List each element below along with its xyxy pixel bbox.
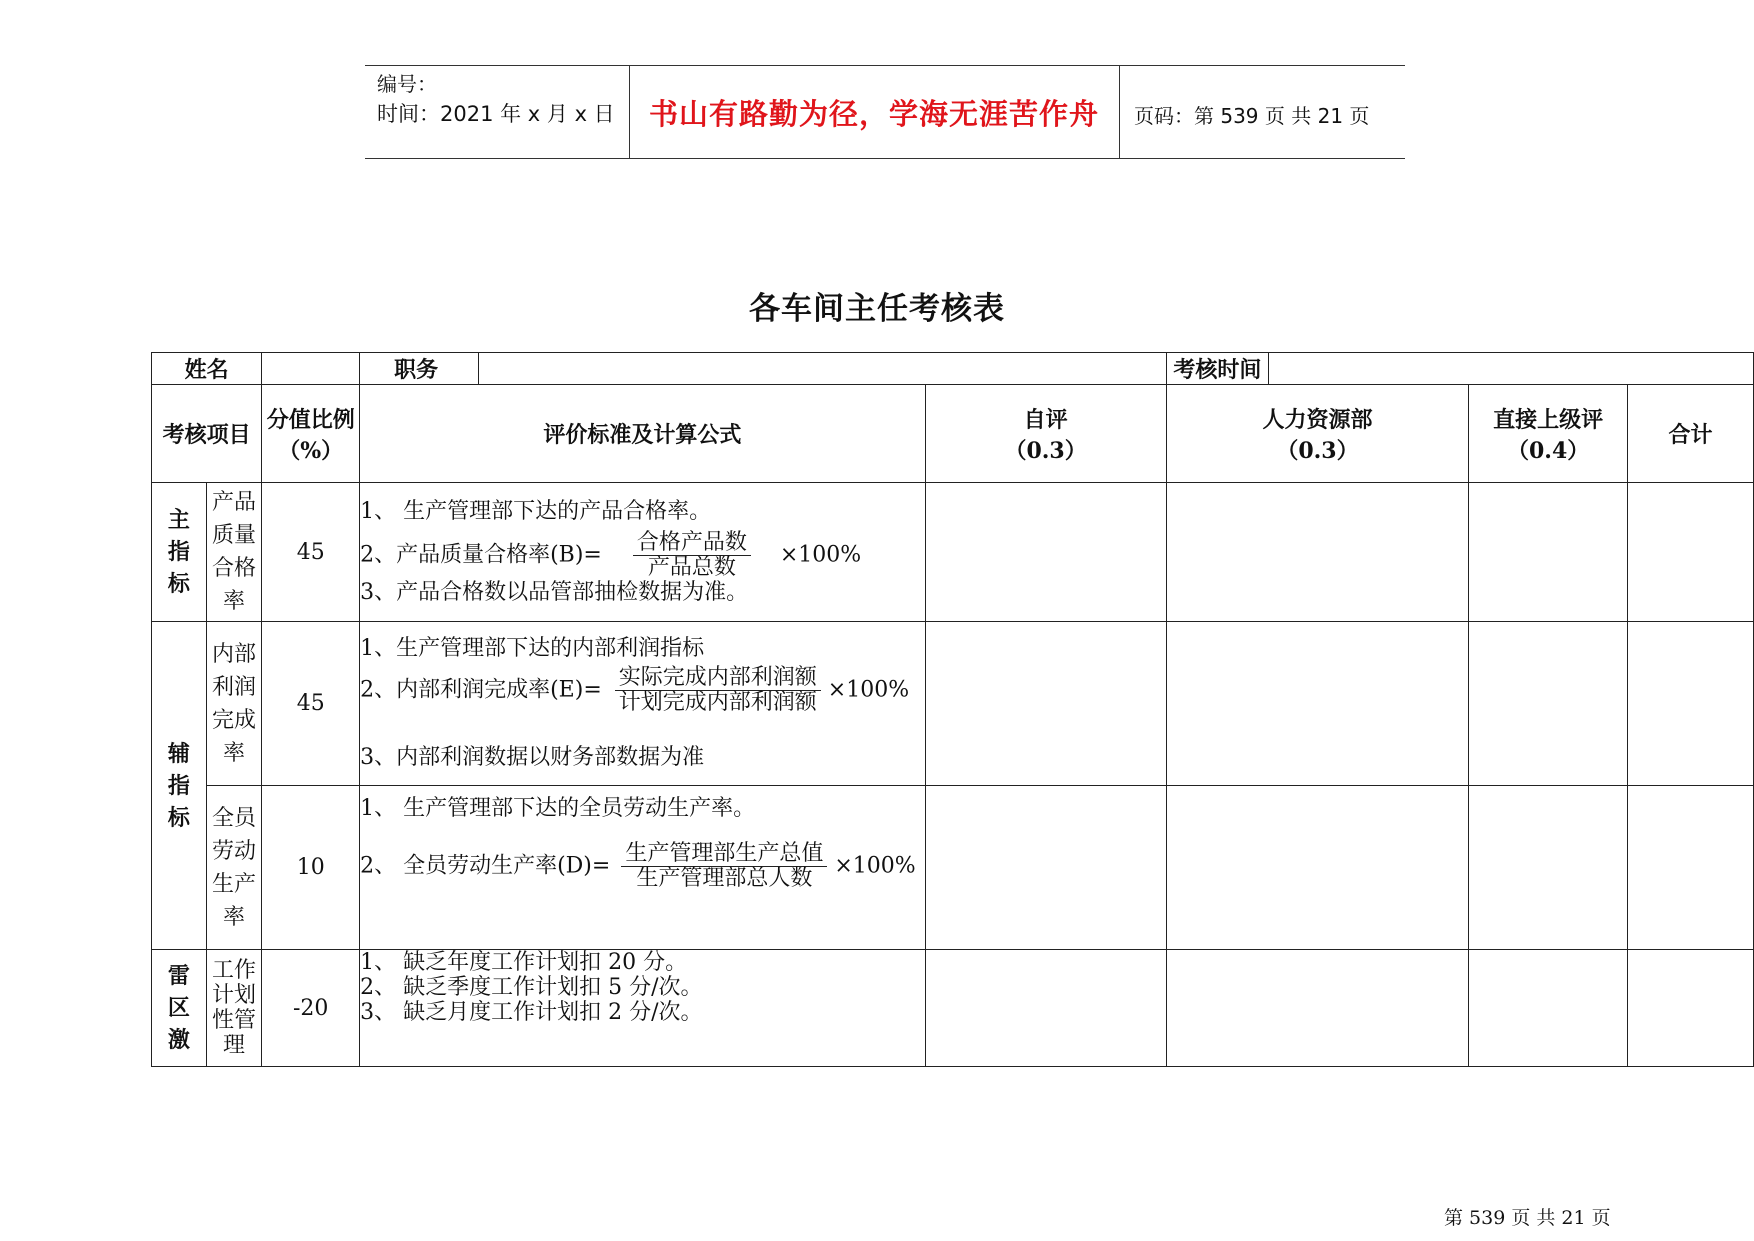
item-weight: 45 bbox=[262, 483, 360, 622]
self-score-cell[interactable] bbox=[925, 950, 1166, 1067]
criteria-line-2 bbox=[360, 842, 925, 891]
hr-score-cell[interactable] bbox=[1166, 786, 1469, 950]
col-weight-header bbox=[262, 385, 360, 483]
formula-multiplier: ×100% bbox=[779, 542, 862, 567]
criteria-cell bbox=[360, 483, 926, 622]
header-top-rule bbox=[365, 65, 1405, 66]
column-header-row bbox=[152, 385, 1754, 483]
motto: 书山有路勤为径，学海无涯苦作舟 bbox=[648, 97, 1099, 131]
criteria-cell bbox=[360, 786, 926, 950]
group-penalty-label: 雷 区 激 bbox=[152, 950, 207, 1067]
table-row bbox=[152, 483, 1754, 622]
name-field[interactable] bbox=[262, 353, 360, 385]
hr-score-cell[interactable] bbox=[1166, 622, 1469, 786]
criteria-line-1: 1、 生产管理部下达的产品合格率。 bbox=[360, 498, 712, 524]
group-aux-label: 辅 指 标 bbox=[152, 622, 207, 950]
col-criteria-header: 评价标准及计算公式 bbox=[360, 385, 926, 483]
formula-label: 2、 全员劳动生产率(D)= bbox=[360, 853, 611, 879]
formula-multiplier: ×100% bbox=[834, 853, 916, 879]
col-self-header bbox=[925, 385, 1166, 483]
item-name: 产品 质量 合格 率 bbox=[206, 483, 262, 622]
formula-numerator: 生产管理部生产总值 bbox=[621, 842, 827, 867]
criteria-line-1: 1、 缺乏年度工作计划扣 20 分。 bbox=[360, 950, 688, 975]
item-name: 全员 劳动 生产 率 bbox=[206, 786, 262, 950]
item-weight: -20 bbox=[262, 950, 360, 1067]
formula-denominator: 生产管理部总人数 bbox=[636, 866, 813, 891]
total-score-cell[interactable] bbox=[1627, 483, 1753, 622]
criteria-cell bbox=[360, 622, 926, 786]
col-supervisor-line2: （0.4） bbox=[1506, 437, 1590, 464]
formula-label: 2、产品质量合格率(B)= bbox=[360, 542, 602, 567]
total-score-cell[interactable] bbox=[1627, 786, 1753, 950]
col-supervisor-header bbox=[1469, 385, 1628, 483]
evaluation-table bbox=[151, 352, 1754, 1067]
criteria-line-2: 2、 缺乏季度工作计划扣 5 分/次。 bbox=[360, 975, 703, 1000]
info-row bbox=[152, 353, 1754, 385]
formula-numerator: 实际完成内部利润额 bbox=[615, 666, 821, 691]
col-total-header: 合计 bbox=[1627, 385, 1753, 483]
position-label: 职务 bbox=[360, 353, 479, 385]
self-score-cell[interactable] bbox=[925, 483, 1166, 622]
formula-fraction bbox=[615, 666, 821, 715]
doc-time-label: 时间：2021 年 x 月 x 日 bbox=[377, 102, 615, 126]
col-hr-header bbox=[1166, 385, 1469, 483]
criteria-line-3: 3、 缺乏月度工作计划扣 2 分/次。 bbox=[360, 1000, 703, 1025]
page-footer: 第 539 页 共 21 页 bbox=[1444, 1207, 1611, 1229]
header-divider-right bbox=[1119, 65, 1120, 158]
col-weight-line1: 分值比例 bbox=[266, 406, 355, 433]
col-hr-line1: 人力资源部 bbox=[1262, 406, 1373, 433]
group-main-label: 主 指 标 bbox=[152, 483, 207, 622]
total-score-cell[interactable] bbox=[1627, 622, 1753, 786]
table-row bbox=[152, 786, 1754, 950]
item-name: 工作 计划 性管 理 bbox=[206, 950, 262, 1067]
header-bottom-rule bbox=[365, 158, 1405, 159]
table-row bbox=[152, 622, 1754, 786]
criteria-line-3: 3、内部利润数据以财务部数据为准 bbox=[360, 745, 705, 770]
supervisor-score-cell[interactable] bbox=[1469, 950, 1628, 1067]
formula-numerator: 合格产品数 bbox=[633, 531, 751, 556]
supervisor-score-cell[interactable] bbox=[1469, 483, 1628, 622]
col-weight-line2: （%） bbox=[278, 437, 344, 464]
eval-time-label: 考核时间 bbox=[1166, 353, 1269, 385]
formula-label: 2、内部利润完成率(E)= bbox=[360, 677, 602, 703]
criteria-line-2 bbox=[360, 531, 925, 580]
criteria-cell bbox=[360, 950, 926, 1067]
name-label: 姓名 bbox=[152, 353, 262, 385]
formula-fraction bbox=[621, 842, 827, 891]
eval-time-field[interactable] bbox=[1269, 353, 1754, 385]
page-title: 各车间主任考核表 bbox=[749, 291, 1005, 327]
formula-denominator: 计划完成内部利润额 bbox=[618, 690, 817, 715]
item-weight: 45 bbox=[262, 622, 360, 786]
criteria-line-1: 1、生产管理部下达的内部利润指标 bbox=[360, 636, 705, 661]
criteria-line-3: 3、产品合格数以品管部抽检数据为准。 bbox=[360, 579, 749, 605]
total-score-cell[interactable] bbox=[1627, 950, 1753, 1067]
criteria-line-1: 1、 生产管理部下达的全员劳动生产率。 bbox=[360, 796, 756, 821]
hr-score-cell[interactable] bbox=[1166, 483, 1469, 622]
col-self-line2: （0.3） bbox=[1004, 437, 1087, 464]
item-name: 内部 利润 完成 率 bbox=[206, 622, 262, 786]
formula-denominator: 产品总数 bbox=[647, 554, 736, 580]
page-code: 页码：第 539 页 共 21 页 bbox=[1134, 104, 1370, 128]
self-score-cell[interactable] bbox=[925, 622, 1166, 786]
criteria-line-2 bbox=[360, 666, 925, 715]
table-row bbox=[152, 950, 1754, 1067]
col-self-line1: 自评 bbox=[1023, 406, 1068, 433]
supervisor-score-cell[interactable] bbox=[1469, 786, 1628, 950]
formula-multiplier: ×100% bbox=[827, 677, 910, 703]
self-score-cell[interactable] bbox=[925, 786, 1166, 950]
hr-score-cell[interactable] bbox=[1166, 950, 1469, 1067]
position-field[interactable] bbox=[478, 353, 1166, 385]
doc-code-label: 编号： bbox=[377, 72, 437, 96]
col-hr-line2: （0.3） bbox=[1276, 437, 1359, 464]
item-weight: 10 bbox=[262, 786, 360, 950]
col-item-header: 考核项目 bbox=[152, 385, 262, 483]
col-supervisor-line1: 直接上级评 bbox=[1493, 406, 1604, 433]
formula-fraction bbox=[633, 531, 751, 580]
supervisor-score-cell[interactable] bbox=[1469, 622, 1628, 786]
